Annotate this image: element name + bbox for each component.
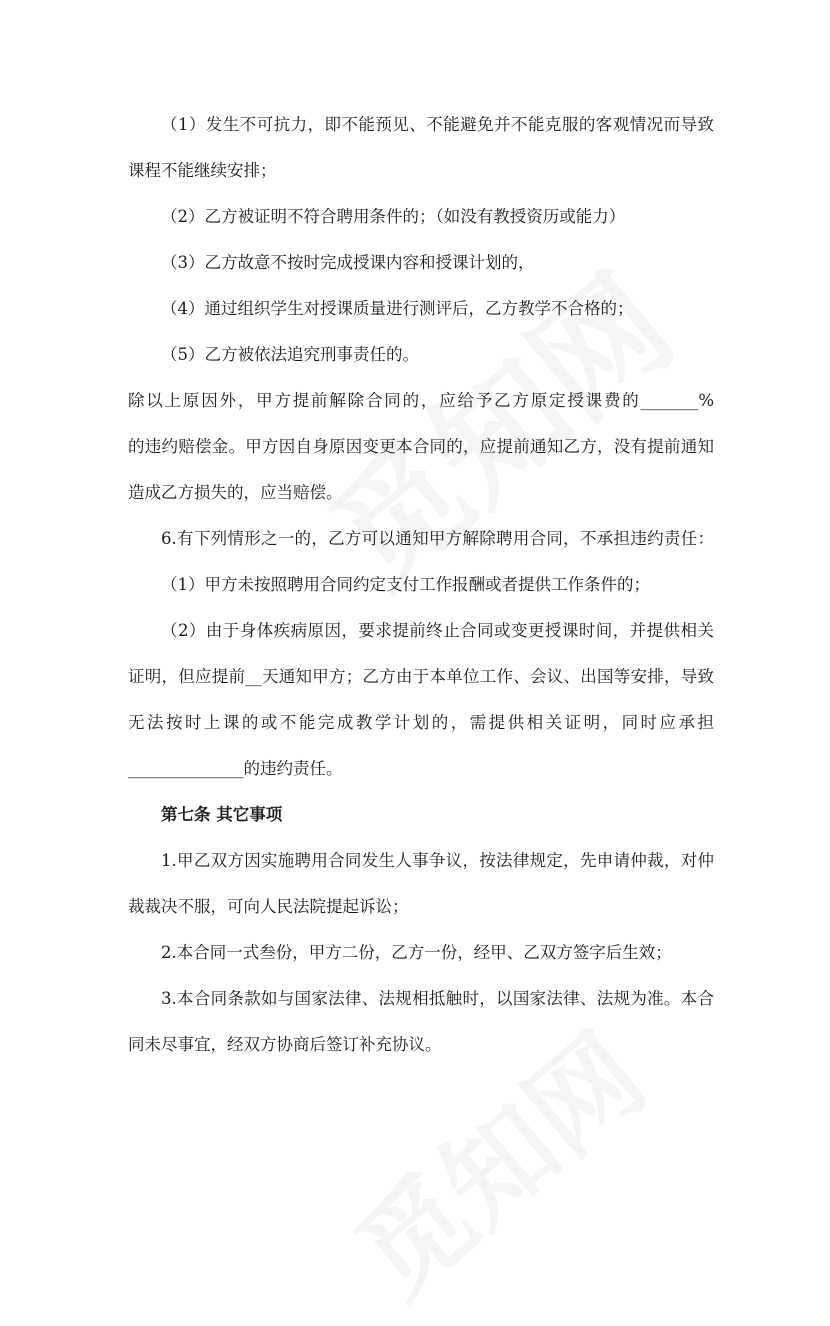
clause-line: （2）乙方被证明不符合聘用条件的；（如没有教授资历或能力） [161, 207, 626, 226]
clause-line: （2）由于身体疾病原因，要求提前终止合同或变更授课时间，并提供相关 [161, 621, 714, 640]
clause-line: （4）通过组织学生对授课质量进行测评后，乙方教学不合格的； [161, 299, 634, 318]
section-heading: 第七条 其它事项 [161, 805, 283, 824]
clause-line: 6.有下列情形之一的，乙方可以通知甲方解除聘用合同，不承担违约责任： [161, 529, 714, 548]
clause-line: 无法按时上课的或不能完成教学计划的，需提供相关证明，同时应承担 [128, 713, 714, 732]
clause-line: ______________的违约责任。 [128, 759, 343, 778]
clause-line: （1）发生不可抗力，即不能预见、不能避免并不能克服的客观情况而导致 [161, 115, 714, 134]
clause-line: 3.本合同条款如与国家法律、法规相抵触时，以国家法律、法规为准。本合 [161, 989, 714, 1008]
clause-line: 同未尽事宜，经双方协商后签订补充协议。 [128, 1035, 442, 1054]
clause-line: （3）乙方故意不按时完成授课内容和授课计划的， [161, 253, 535, 272]
clause-line: （5）乙方被依法追究刑事责任的。 [161, 345, 419, 364]
clause-line: 除以上原因外，甲方提前解除合同的，应给予乙方原定授课费的_______% [128, 391, 714, 410]
clause-line: 造成乙方损失的，应当赔偿。 [128, 483, 343, 502]
clause-line: 裁裁决不服，可向人民法院提起诉讼； [128, 897, 409, 916]
clause-line: 2.本合同一式叁份，甲方二份，乙方一份，经甲、乙双方签字后生效； [161, 943, 672, 962]
clause-line: 证明，但应提前__天通知甲方；乙方由于本单位工作、会议、出国等安排，导致 [128, 667, 714, 686]
clause-line: （1）甲方未按照聘用合同约定支付工作报酬或者提供工作条件的； [161, 575, 650, 594]
clause-line: 1.甲乙双方因实施聘用合同发生人事争议，按法律规定，先申请仲裁，对仲 [161, 851, 714, 870]
clause-line: 课程不能继续安排； [128, 161, 277, 180]
clause-line: 的违约赔偿金。甲方因自身原因变更本合同的，应提前通知乙方，没有提前通知 [128, 437, 714, 456]
document-body [128, 102, 714, 1068]
